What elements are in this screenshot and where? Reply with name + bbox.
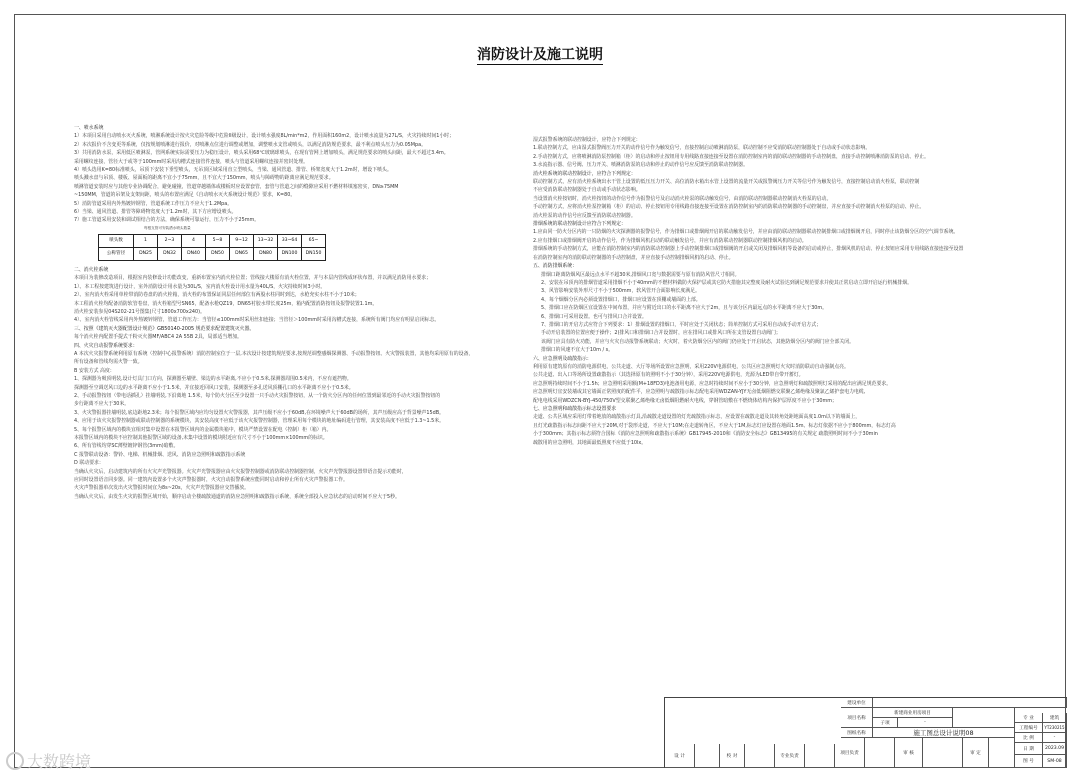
right-note-heading: 七、应急照明和疏散指示标志设置要求 [533,406,617,412]
drawing-name-label: 图纸名称 [841,728,873,738]
scale-label: 比 例 [1015,733,1043,743]
right-note-line: 5、排烟口应在防烟区宜设置在中间布置，并应与附近出口的水平距离不应大于2m，且与该分区内最远点的水平距离不应大于30m。 [541,305,828,312]
project-name-label: 项目名称 [841,708,873,728]
right-column-notes [533,136,997,447]
table-cell: 4 [182,234,206,247]
logo-icon [6,752,24,770]
drawing-name-value: 施工图总设计说明08 [873,728,1015,738]
right-note-line: 6、排烟口可采用设置。也可与排风口合并设置。 [541,313,647,320]
left-note-line: 3、火灾警报器挂墙明装,底边距地2.3米；每个报警区域内应均匀设置火灾警报器，其声压级不应小于60dB,在环境噪声大于60dB的场所，其声压级应高于背景噪声15dB。 [74,409,444,416]
right-note-line: 3、风管影响安装外形尺寸不小于500mm，软风管开合面影响长度满足。 [541,288,700,295]
left-note-line: C 报警联动设备：警铃、电梯、机械排烟、送风、消防应急照明和疏散指示系统 [74,451,246,458]
table-cell: 1 [134,234,158,247]
left-note-line: ~150MM，管道的吊架及支架间距，喷头的布置应满足《自动喷水灭火系统设计规范》要求，K=80。 [74,192,296,199]
subitem-label: 子项 [873,718,898,728]
date-label: 日 期 [1015,743,1043,755]
right-note-line: 不应受消防联动控制器处于自动或手动状态影响。 [533,187,641,194]
drawing-no-label: 图 号 [1015,755,1043,768]
project-name-value: 新建商业用房项目 [873,708,953,718]
right-note-line: 当设置消火栓按钮时，消火栓按钮的动作信号作为报警信号及启动消火栓泵的联动触发信号，由消防联动控制器联动控制消火栓泵的启动。 [533,195,832,202]
left-note-line: 每个消火栓内配置手提式干粉灭火器MF/ABC4 2A 55B 2具，局部适当增加。 [74,334,242,341]
pipe-size-table [98,234,326,261]
table-row [99,247,326,260]
right-note-heading: 排烟系统的联动控制设计应符合下列规定： [533,221,626,228]
title-block [664,697,1067,768]
right-note-line: 2、安装在吊顶内的排烟管道采用排烟不小于40mm的不燃材料做防火保护层或其它防火措施其完整度及耐火试验达到满足规范要求并使其正常启动立即开启运行机械排烟。 [541,279,912,286]
table-row [99,234,326,247]
watermark-text: 大数跨境 [27,752,92,771]
left-note-line: 3）共用消防水泵，采用低区喷淋泵，管网系统实际需要压力为稳压设计，喷头采用68℃玻璃球喷头，在现有管网上增加喷头，满足规范要求的喷头间距，最大不超过3.4m。 [74,150,449,157]
right-note-line: 消火栓泵的动作信号应反馈至消防联动控制器。 [533,212,636,219]
right-note-heading: 六、应急照明及疏散指示： [533,355,592,362]
table-cell: DN40 [182,247,206,260]
major-value: 建筑 [1043,713,1067,723]
major-label: 专 业 [1015,713,1043,723]
left-note-line: 喷淋管道安装时应与其他专业协调配合，避免碰撞，管道穿越墙体或楼板时应设置套管，套管与管道之间的缝隙应采用不燃材料填塞密实，DN≥75MM [74,183,399,190]
table-cell: DN80 [254,247,278,260]
construction-unit-label: 建设单位 [841,698,873,708]
right-note-line: 1.应由同一防火分区内的一只防烟的火灾探测器的报警信号，作为排烟口或排烟阀开启的联动触发信号，并应由消防联动控制器联动控制排烟口或排烟阀开启，同时停止该防烟分区的空气调节系统。 [533,229,959,236]
role-review: 审 核 [895,738,923,768]
table-cell: DN150 [302,247,326,260]
page-title: 消防设计及施工说明 [477,47,603,63]
right-note-line: 2.应有排烟口或排烟阀开启的动作信号，作为排烟风机启动的联动触发信号，并应有消防联动控制器联动控制排烟风机的启动。 [533,237,807,244]
right-note-line: 配电电线采用WDZCN-BYJ-450/750V型交联聚乙烯绝缘无卤低烟阻燃耐火电线，穿钢管暗敷在不燃烧体结构内保护层厚度不应小于30mm； [533,397,837,404]
sign-cell [865,738,895,768]
right-note-line: 联动控制方式，应有消火栓系统出水干管上设置的低压压力开关、高位消防水箱出水管上设置的流量开关或报警阀压力开关等信号作为触发信号，直接控制启动消火栓泵，联动控制 [533,179,920,186]
right-note-line: 应急照明持续时间不小于1.5h；应急照明采用额(M+18FD3)电池备用电源，应急时持续时间不应小于30分钟，应急照明灯和疏散照明灯采用的配出应满足规范要求。 [533,380,892,387]
table-cell: DN32 [158,247,182,260]
right-note-line: 手动控制方式，应将消火栓泵控制箱（柜）的启动、停止按钮用专用线路直接连接至设置在消防控制室内的消防联动控制器的手动控制盘，并应直接手动控制消火栓泵的启动、停止。 [533,204,925,211]
left-note-line: 6、所有管线均穿SC薄壁镀锌钢管(3mm)暗敷。 [74,443,179,450]
left-note-line: 4、应用于该火灾报警控制器或联动控制器的系统模块，其安装高度不应低于该火灾报警控制器，管理采用每个模块的地址编码进行管理，其安装高度不应低于1.3~1.5米。 [74,418,445,425]
left-note-line: 应同时设置语音同步器。同一建筑内设置多个火灾声警报器时，火灾自动报警系统应能同时启动和停止所有火灾声警报器工作。 [74,477,348,484]
drawing-no-value: SM-08 [1043,755,1067,768]
left-note-line: 7）施工管道采用安装和调试相结合的方法，确保系统可靠运行，压力不小于25mm。 [74,217,260,224]
sign-cell [989,738,1015,768]
left-note-heading: 一、喷水系统 [74,125,104,131]
left-note-line: 2、手动报警按钮（带电话插孔）挂墙明装,下沿离地 1.5米，每个防火分区至少设置一只手动火灾报警按钮，从一个防火分区内的任何位置到最邻近的手动火灾报警按钮的 [74,392,441,399]
right-note-line: 排烟口距离防烟风区最远点水平不超30米,排烟风口宽与数据需要与原有消防风管尺寸相同。 [541,271,740,278]
right-note-heading: 消火栓系统的联动控制设计，应符合下列规定： [533,170,636,177]
scale-value: - [1043,733,1067,743]
right-note-line: 3.水流指示器、信号阀、压力开关、喷淋消防泵的启动和停止的动作信号应反馈至消防联动控制器。 [533,162,748,169]
left-note-line: 4）、室内消火栓管线采用内外热镀锌钢管，管道工作压力：当管径≤100mm时采用丝扣连接；当管径＞100mm时采用沟槽式连接，系统所有阀门均应有明显启闭标志。 [74,317,440,324]
left-note-line: 当确认火灾后，由发生火灾的报警区域开始，顺序启动全楼疏散通道的消防应急照明和疏散指示系统，系统全部投入应急状态的启动时间不应大于5秒。 [74,493,400,500]
left-note-line: 所有设备和管线均需火警一致。 [74,359,143,366]
left-note-line: 本项目为装修改造项目，根据室内装修设计功能改变，重新布置室内消火栓位置；管线接大楼原有消火栓位置，并与本层内管线成环状布置，并以满足消防用水要求； [74,275,432,282]
table-cell: 65~ [302,234,326,247]
right-note-line: 排烟口的风速不宜大于10m / s。 [541,347,614,354]
left-note-line: 步行距离不应大于30米。 [74,401,130,408]
left-note-line: A 本次火灾报警系统利用原有系统（控制中心报警系统）消防控制室位于一层,本次设计按建筑规范要求,按规范调整感烟探测器、手动报警按钮、火灾警报装置，其他均采用原有的设备， [74,350,474,357]
left-note-line: 本工程消火栓均配备消防软管卷盘，消火栓箱型号SN65，配备水枪QZ19，DN65衬胶水带长度25m，箱内配置消防按钮及报警装置1.1m。 [74,300,378,307]
left-note-line: 火灾声警报器单次发出火灾警报时间宜为8s~20s，火灾声光警报器应交替播放。 [74,485,250,492]
right-note-line: 4、每个烟烟分区内必须设置排烟口，排烟口应设置在顶棚或墙面的上部。 [541,296,701,303]
left-note-line: 消火栓安装参见04S202-21号图集(尺寸1800x700x240)。 [74,308,205,315]
table-cell: 喷头数 [99,234,134,247]
construction-unit-value [873,698,1067,708]
left-note-line: 6）当梁、通风管道、排管等障碍物宽度大于1.2m时，其下方应增设喷头。 [74,209,237,216]
right-note-line: 公共走道、出入口等场所设置疏散指示（其选择原有的照明不小于30分钟），采用220V电源供电，光源为LED带自带开蓄灯。 [533,372,804,379]
blank-cell [953,708,1015,728]
left-note-line: 探测器至空调送风口边的水平距离不应小于1.5米，并宜接近回风口安装，探测器至多孔送风顶棚孔口的水平距离不应小于0.5米。 [74,384,354,391]
right-note-line: 且灯光疏散指示标志间距不应大于20M,对于袋形走道，不应大于10M;在走道转角区，不应大于1M,标志灯应设置在地面1.5m、标志灯依据不应小于800mm，标志灯高 [533,422,896,429]
role-project-lead: 项目负责 [835,738,865,768]
pipe-table-caption: 每根支管可安装洒水喷头数量 [144,225,191,230]
left-note-line: D 联动要求： [74,460,104,467]
right-note-line: 手动开启装置的位置应便于操作；2)排风口和排烟口合并设置时，应在排风口或排风口所在支管设置自动阀门； [541,330,781,337]
left-column-notes [74,124,510,501]
watermark-logo [6,749,91,772]
role-check: 校 对 [720,744,745,768]
right-note-line: 利用原有建筑原有的消防电源供电，公共走道、大厅等场所设置应急照明，采用220V电源供电，公共区应急照明灯火灾时消防联动自动强制点亮。 [533,363,849,370]
right-note-line: 应急照明灯宜安装墙或其它墙面正常照度的配件平，应急照明与疏散指示标志配电采用WDZAN-YJY无卤低烟阻燃交联聚乙烯绝缘及聚氯乙烯护套电力电缆, [533,389,866,396]
right-note-line: 排烟系统的手动控制方式，应能在消防控制室内的消防联动控制器上手动控制排烟口或排烟阀的开启或关闭及排烟风机等设备的启动或停止，排烟风机的启动、停止按钮应采用专用线路直接连接至设置 [533,246,964,253]
left-note-line: 采用螺纹连接，管径大于或等于100mm时采用沟槽式连接管件连接，喷头与管道采用螺纹连接并密封处理。 [74,158,309,165]
right-note-line: 小于300mm；其指示标志须符合国标《消防应急照明和疏散指示系统》GB17945-2010和《消防安全标志》GB13495的有关规定 疏散照明时间不小于30min [533,431,878,438]
table-cell: DN25 [134,247,158,260]
left-note-line: 1）本项目采用自动喷水灭火系统，喷淋系统设计按火灾危险等级中危险II级设计，设计喷水强度8L/min*m2，作用面积160m2，设计喷水流量为27L/S，火灾持续时间1小时； [74,133,455,140]
subitem-value: - [898,718,953,728]
table-cell: DN65 [230,247,254,260]
project-no-value: YT230215 [1043,723,1067,733]
role-design: 设 计 [665,744,695,768]
table-cell: 13~32 [254,234,278,247]
right-note-line: 疏散用的应急照明，其地面最低照度不应低于10lx。 [533,439,647,446]
left-note-line: 4）喷头选用K=80标准喷头，吊顶下安装下垂型喷头，无吊顶区域采用直立型喷头，当梁、通风管道、排管、桥架宽度大于1.2m时，增设下喷头。 [74,167,392,174]
right-note-line: 在消防控制室内的消防联动控制器的手动控制盘，并应直接手动控制排烟风机的启动、停止。 [533,254,734,261]
table-cell: 9~12 [230,234,254,247]
right-note-line: 湿式报警系统的联动控制设计，应符合下列规定： [533,137,641,143]
right-note-heading: 五、消防排烟系统： [533,263,578,270]
right-note-line: 走道、公共区域应采用灯带着地放的疏散指示灯具,沿疏散走道设置的灯光疏散指示标志，应设置在疏散走道及其转角处距地面高度1.0m以下的墙面上， [533,414,861,421]
role-discipline-lead: 专业负责 [775,744,805,768]
right-note-line: 该阀门应具有防火功能，并应与火灾自动报警系统联动；火灾时，着火防烟分区内的阀门仍应处于开启状态，其他防烟分区内的阀门应全部关闭。 [541,338,855,345]
right-note-line: 7、排烟口的开启方式应符合下列要求：1）排烟设置的排烟口，平时应处于关闭状态；简单控制方式可采用自动或手动开启方式； [541,321,822,328]
left-note-line: 5）消防管道采用内外热镀锌钢管，管道系统工作压力不应大于1.2Mpa。 [74,200,233,207]
table-cell: 33~64 [278,234,302,247]
left-note-line: 1、探测器为吸顶明装,设计灯具门口方向，探测器至墙壁、梁边的水平距离,不应小于0.5米,探测器周围0.5米内，不应有遮挡物。 [74,376,352,383]
table-cell: DN100 [278,247,302,260]
left-note-heading: 三、按照《建筑灭火器配置设计规范》GB50140-2005 规范要求配置建筑灭火器。 [74,325,255,332]
date-value: 2023.09 [1043,743,1067,755]
table-cell: 2~3 [158,234,182,247]
left-note-line: 2）本次报价不含变更等系统，仅按规划喷淋进行报价，对喷淋点位进行调整或增加，调整喷水支管或喷头，以满足消防规范要求，最不利点喷头压力为0.05Mpa。 [74,141,426,148]
project-no-label: 工程编号 [1015,723,1043,733]
table-cell: 公称管径 [99,247,134,260]
table-cell: DN50 [206,247,230,260]
table-cell: 5~8 [206,234,230,247]
left-note-line: 本报警区域内的模块不应控制其他报警区域的设备,未集中设置的模块附近应有尺寸不小于100mm×100mm的标识。 [74,435,328,441]
left-note-heading: 二、消火栓系统 [74,266,109,273]
sign-cell [923,738,963,768]
left-note-line: 1）、本工程按建筑进行设计，室外消防设计用水量为30L/S，室内消火栓设计用水量为40L/S，火灾持续时间3小时。 [74,283,326,290]
sign-cell [805,744,835,768]
left-note-line: 2）、室内消火栓采用单栓带消防卷盘的消火栓箱，消火栓的布置保证同层任何部位有两股水柱同时到达，水枪充实水柱不小于10米； [74,292,360,299]
sign-cell [745,744,775,768]
left-note-line: 5、每个报警区域内的模块宜相对集中设置在本报警区域内的金属模块箱中，模块严禁设置在配电（控制）柜（箱）内。 [74,426,332,433]
right-note-line: 2.手动控制方式，应将喷淋消防泵控制箱（柜）的启动和停止按钮用专用线路直接连接至设置在消防控制室内的消防联动控制器的手动控制盘，直接手动控制喷淋消防泵的启动、停止。 [533,153,929,160]
left-note-line: 当确认火灾后，启动建筑内的所有火灾声光警报器。火灾声光警报器应由火灾报警控制器或消防联动控制器控制，火灾声光警报器设置带语音提示功能时， [74,468,407,475]
left-note-heading: 四、火灾自动报警系统要求： [74,342,138,349]
left-note-line: B 安装方式 高度： [74,367,115,374]
role-approve: 审 定 [963,738,989,768]
right-note-line: 1.联动控制方式，应由湿式报警阀压力开关的动作信号作为触发信号，直接控制启动喷淋消防泵，联动控制不应受消防联动控制器处于自动或手动状态影响。 [533,145,871,152]
sign-cell [695,744,720,768]
left-note-line: 喷头溅水盘与吊顶、楼板、屋面板的距离不宜小于75mm，且不宜大于150mm，喷头与障碍物的距离应满足规范要求。 [74,175,334,182]
